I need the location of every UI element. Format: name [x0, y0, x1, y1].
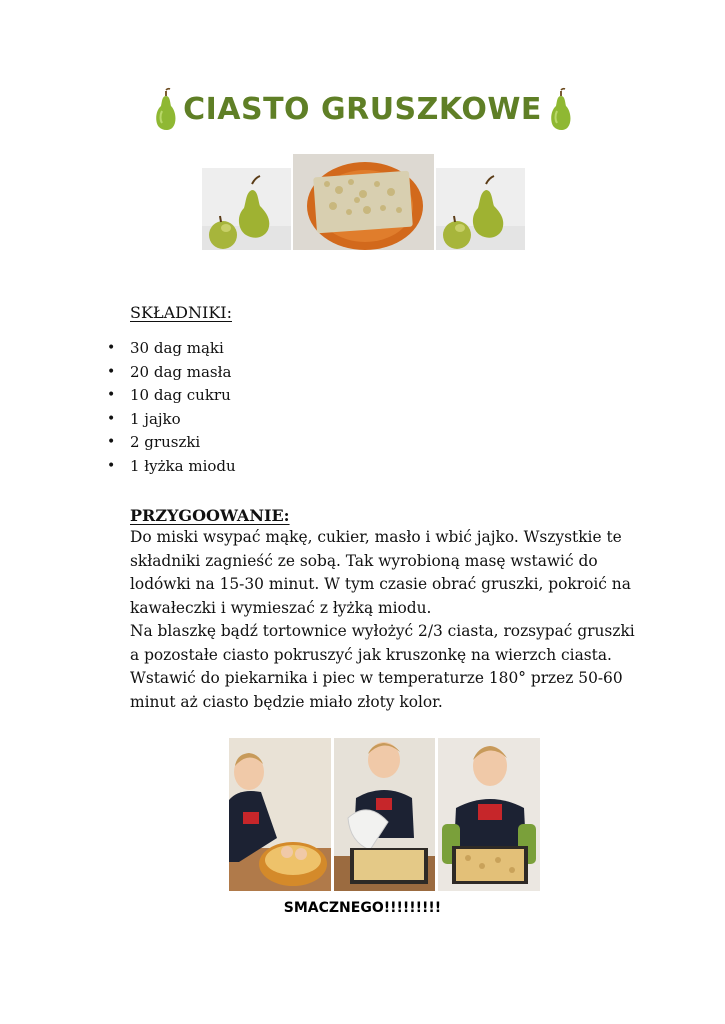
closing-message: SMACZNEGO!!!!!!!!!: [283, 900, 442, 916]
list-item: • 1 jajko: [107, 408, 236, 432]
preparation-text: [130, 526, 640, 714]
top-photo-strip: [202, 154, 525, 250]
list-item: • 1 łyżka miodu: [107, 455, 236, 479]
title-row: [0, 84, 725, 134]
two-pears-photo: [436, 168, 525, 250]
bullet-icon: •: [107, 457, 116, 474]
page-title: CIASTO GRUSZKOWE: [183, 91, 542, 127]
list-item: • 30 dag mąki: [107, 337, 236, 361]
boy-mixing-dough-photo: [229, 738, 331, 891]
two-pears-photo: [202, 168, 291, 250]
preparation-heading: PRZYGOOWANIE:: [130, 506, 290, 525]
preparation-line: składniki zagnieść ze sobą. Tak wyrobioną masę wstawić do: [130, 551, 598, 570]
bottom-photo-strip: [229, 738, 540, 891]
bullet-icon: •: [107, 363, 116, 380]
list-item: • 10 dag cukru: [107, 384, 236, 408]
preparation-line: lodówki na 15-30 minut. W tym czasie obrać gruszki, pokroić na: [130, 575, 631, 593]
preparation-line: kawałeczki i wymieszać z łyżką miodu.: [130, 598, 432, 617]
pear-icon: [548, 87, 572, 131]
ingredients-list: [107, 337, 236, 479]
list-item: • 20 dag masła: [107, 361, 236, 385]
bullet-icon: •: [107, 434, 116, 451]
list-item: • 2 gruszki: [107, 431, 236, 455]
preparation-line: Na blaszkę bądź tortownice wyłożyć 2/3 ciasta, rozsypać gruszki: [130, 622, 635, 640]
preparation-line: minut aż ciasto będzie miało złoty kolor.: [130, 692, 443, 711]
preparation-line: Do miski wsypać mąkę, cukier, masło i wbić jajko. Wszystkie te: [130, 528, 622, 546]
boy-pouring-crumble-photo: [334, 738, 435, 891]
preparation-line: Wstawić do piekarnika i piec w temperaturze 180° przez 50-60: [130, 669, 623, 687]
preparation-line: a pozostałe ciasto pokruszyć jak kruszonkę na wierzch ciasta.: [130, 645, 612, 664]
crumble-cake-photo: [293, 154, 434, 250]
boy-holding-cake-photo: [438, 738, 540, 891]
bullet-icon: •: [107, 340, 116, 356]
bullet-icon: •: [107, 410, 116, 427]
pear-icon: [153, 87, 177, 131]
bullet-icon: •: [107, 387, 116, 404]
ingredients-heading: SKŁADNIKI:: [130, 303, 232, 322]
